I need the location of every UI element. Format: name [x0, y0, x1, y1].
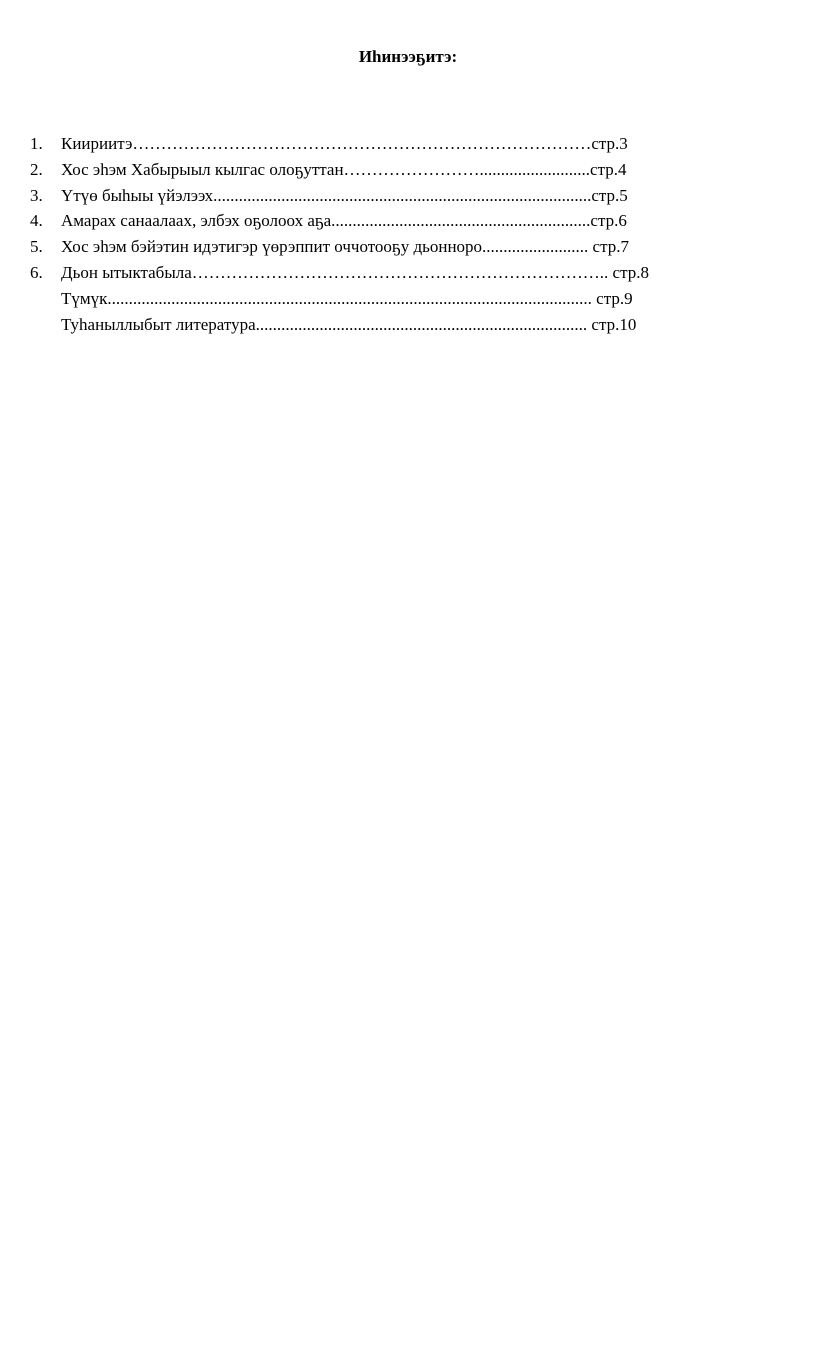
toc-item: [30, 260, 760, 286]
page-title: Иһинээҕитэ:: [358, 47, 458, 66]
toc-item-text: Амарах санаалаах, элбэх оҕолоох аҕа.............................................................стр.6: [61, 211, 627, 231]
toc-item: [30, 312, 760, 338]
toc-item-text: Үтүө быһыы үйэлээх.........................................................................................стр.5: [61, 185, 628, 205]
toc-item-number: 4.: [30, 211, 43, 231]
toc-item: [30, 157, 760, 183]
toc-item-text: Киириитэ………………………………………………………………………стр.3: [61, 134, 628, 153]
table-of-contents: [30, 131, 760, 337]
toc-item-number: 3.: [30, 185, 43, 205]
toc-item-text: Туһаныллыбыт литература.............................................................................. стр.10: [61, 314, 637, 334]
toc-item: [30, 183, 760, 209]
toc-item-text: Хос эһэм Хабырыыл кылгас олоҕуттан……………………..........................стр.4: [61, 159, 627, 179]
toc-item-text: Түмүк.................................................................................................................. стр.9: [61, 288, 633, 308]
toc-item: [30, 208, 760, 234]
toc-item-number: 2.: [30, 159, 43, 179]
toc-item: [30, 131, 760, 157]
toc-item-number: 5.: [30, 237, 43, 257]
toc-item-number: 1.: [30, 134, 43, 153]
toc-item-text: Хос эһэм бэйэтин идэтигэр үөрэппит оччотооҕу дьонноро......................... стр.7: [61, 237, 629, 257]
toc-item-text: Дьон ытыктабыла……………………………………………………………….. стр.8: [61, 262, 649, 282]
toc-item: [30, 286, 760, 312]
toc-item: [30, 234, 760, 260]
toc-item-number: 6.: [30, 262, 43, 282]
